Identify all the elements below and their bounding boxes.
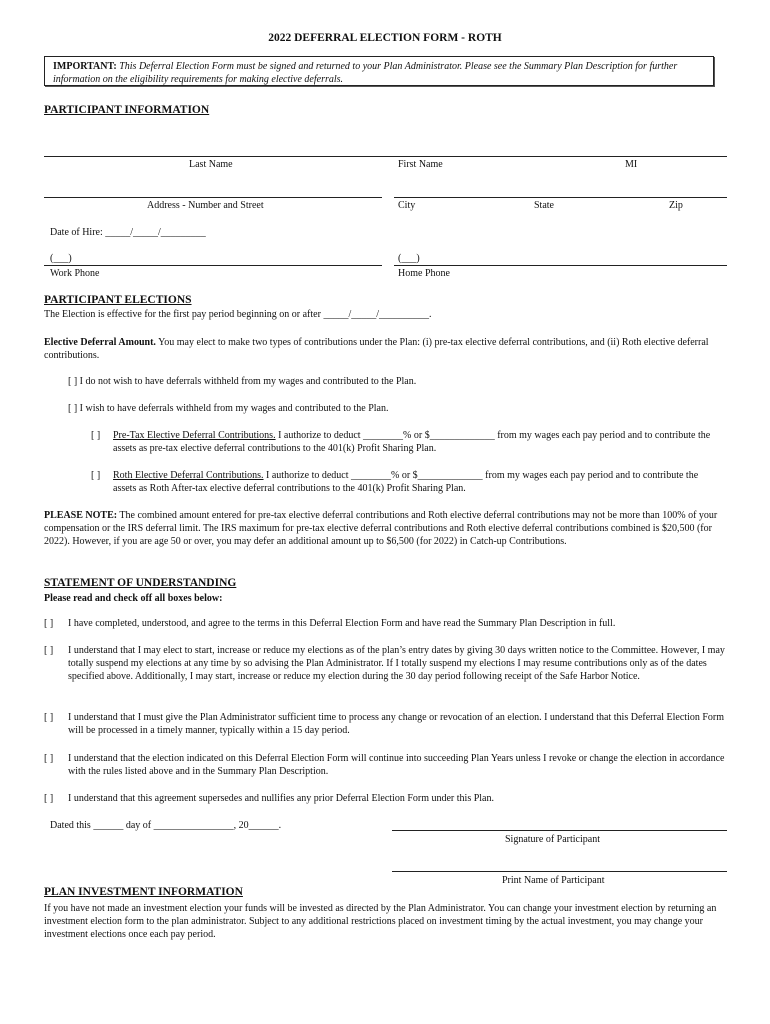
understanding-item-1: I have completed, understood, and agree to the terms in this Deferral Election Form and have read the Summary Plan Description in full.	[68, 618, 616, 629]
roth-checkbox[interactable]: [ ]	[91, 470, 101, 481]
participant-info-heading: PARTICIPANT INFORMATION	[44, 104, 210, 116]
home-phone-paren: (___)	[398, 253, 420, 264]
print-name-line[interactable]	[392, 871, 727, 872]
work-phone-paren: (___)	[50, 253, 72, 264]
understanding-checkbox-1[interactable]: [ ]	[44, 618, 54, 629]
address-field-line[interactable]	[44, 197, 382, 198]
investment-text: If you have not made an investment election your funds will be invested as directed by the Plan Administrator. You can change your investment election by returning an investment election form to the plan administrator. Subject to any additional restrictions placed on investment timing by the actual investment, you may change your investment elections once each pay period.	[44, 903, 717, 940]
address-label: Address - Number and Street	[147, 200, 264, 211]
roth-option-text	[113, 469, 723, 495]
pretax-option-text	[113, 429, 723, 455]
work-phone-field-line[interactable]	[44, 265, 382, 266]
work-phone-label: Work Phone	[50, 268, 100, 279]
effective-date-text[interactable]: The Election is effective for the first pay period beginning on or after _____/_____/__________.	[44, 309, 432, 320]
deferral-amount-paragraph	[44, 336, 728, 362]
deferral-amount-label: Elective Deferral Amount.	[44, 337, 156, 348]
important-label: IMPORTANT:	[53, 61, 117, 72]
understanding-checkbox-2[interactable]: [ ]	[44, 645, 54, 656]
pretax-option-title: Pre-Tax Elective Deferral Contributions.	[113, 430, 276, 441]
roth-option-body: I authorize to deduct ________% or $_____________ from my wages each pay period and to contribute the assets as Roth After-tax elective deferral contributions to the 401(k) Profit Sharing Plan.	[113, 470, 699, 494]
state-label: State	[534, 200, 554, 211]
deferral-amount-text: You may elect to make two types of contributions under the Plan: (i) pre-tax elective deferral contributions, and (ii) Roth elective deferral contributions.	[44, 337, 709, 361]
understanding-subheading: Please read and check off all boxes below:	[44, 593, 223, 604]
zip-label: Zip	[669, 200, 683, 211]
name-field-line[interactable]	[44, 156, 727, 157]
print-name-label: Print Name of Participant	[502, 875, 605, 886]
understanding-item-5: I understand that this agreement supersedes and nullifies any prior Deferral Election Form under this Plan.	[68, 793, 494, 804]
city-label: City	[398, 200, 416, 211]
signature-line[interactable]	[392, 830, 727, 831]
date-of-hire-field[interactable]: Date of Hire: _____/_____/_________	[50, 227, 206, 238]
understanding-item-2: I understand that I may elect to start, increase or reduce my elections as of the plan’s entry dates by giving 30 days written notice to the Committee. However, I may totally suspend my elections at any time by so advising the Plan Administrator. If I totally suspend my elections I may resume contributions only as of the dates specified above. Additionally, I may start, increase or reduce my election during the 30 day period following receipt of the Safe Harbor Notice.	[68, 645, 725, 682]
understanding-checkbox-4[interactable]: [ ]	[44, 753, 54, 764]
form-title: 2022 DEFERRAL ELECTION FORM - ROTH	[268, 32, 502, 44]
pretax-checkbox[interactable]: [ ]	[91, 430, 101, 441]
important-text: This Deferral Election Form must be signed and returned to your Plan Administrator. Please see the Summary Plan Description for further information on the eligibility requirements for making elective deferrals.	[53, 61, 678, 85]
understanding-checkbox-3[interactable]: [ ]	[44, 712, 54, 723]
understanding-heading: STATEMENT OF UNDERSTANDING	[44, 577, 237, 589]
understanding-checkbox-5[interactable]: [ ]	[44, 793, 54, 804]
understanding-item-3: I understand that I must give the Plan Administrator sufficient time to process any change or revocation of an election. I understand that this Deferral Election Form will be processed in a timely manner, typically within a 15 day period.	[68, 712, 725, 736]
please-note-text: The combined amount entered for pre-tax elective deferral contributions and Roth elective deferral contributions may not be more than 100% of your compensation or the IRS deferral limit. The IRS maximum for pre-tax elective deferral contributions and Roth elective deferral contributions combined is $20,500 (for 2022). However, if you are age 50 or over, you may defer an additional amount up to $6,500 (for 2022) in Catch-up Contributions.	[44, 510, 718, 547]
please-note-label: PLEASE NOTE:	[44, 510, 118, 521]
no-deferral-option[interactable]: [ ] I do not wish to have deferrals withheld from my wages and contributed to the Plan.	[68, 376, 417, 387]
dated-field[interactable]: Dated this ______ day of ________________, 20______.	[50, 820, 282, 831]
please-note-paragraph	[44, 509, 728, 548]
home-phone-label: Home Phone	[398, 268, 450, 279]
yes-deferral-option[interactable]: [ ] I wish to have deferrals withheld from my wages and contributed to the Plan.	[68, 403, 389, 414]
first-name-label: First Name	[398, 159, 443, 170]
important-notice	[44, 56, 714, 86]
mi-label: MI	[625, 159, 638, 170]
home-phone-field-line[interactable]	[394, 265, 727, 266]
roth-option-title: Roth Elective Deferral Contributions.	[113, 470, 264, 481]
pretax-option-body: I authorize to deduct ________% or $_____________ from my wages each pay period and to contribute the assets as pre-tax elective deferral contributions to the 401(k) Profit Sharing Plan.	[113, 430, 711, 454]
last-name-label: Last Name	[189, 159, 233, 170]
investment-heading: PLAN INVESTMENT INFORMATION	[44, 886, 243, 898]
elections-heading: PARTICIPANT ELECTIONS	[44, 294, 192, 306]
city-state-zip-field-line[interactable]	[394, 197, 727, 198]
signature-label: Signature of Participant	[505, 834, 600, 845]
understanding-item-4: I understand that the election indicated on this Deferral Election Form will continue into succeeding Plan Years unless I revoke or change the election in accordance with the rules listed above and in the Summary Plan Description.	[68, 753, 725, 777]
